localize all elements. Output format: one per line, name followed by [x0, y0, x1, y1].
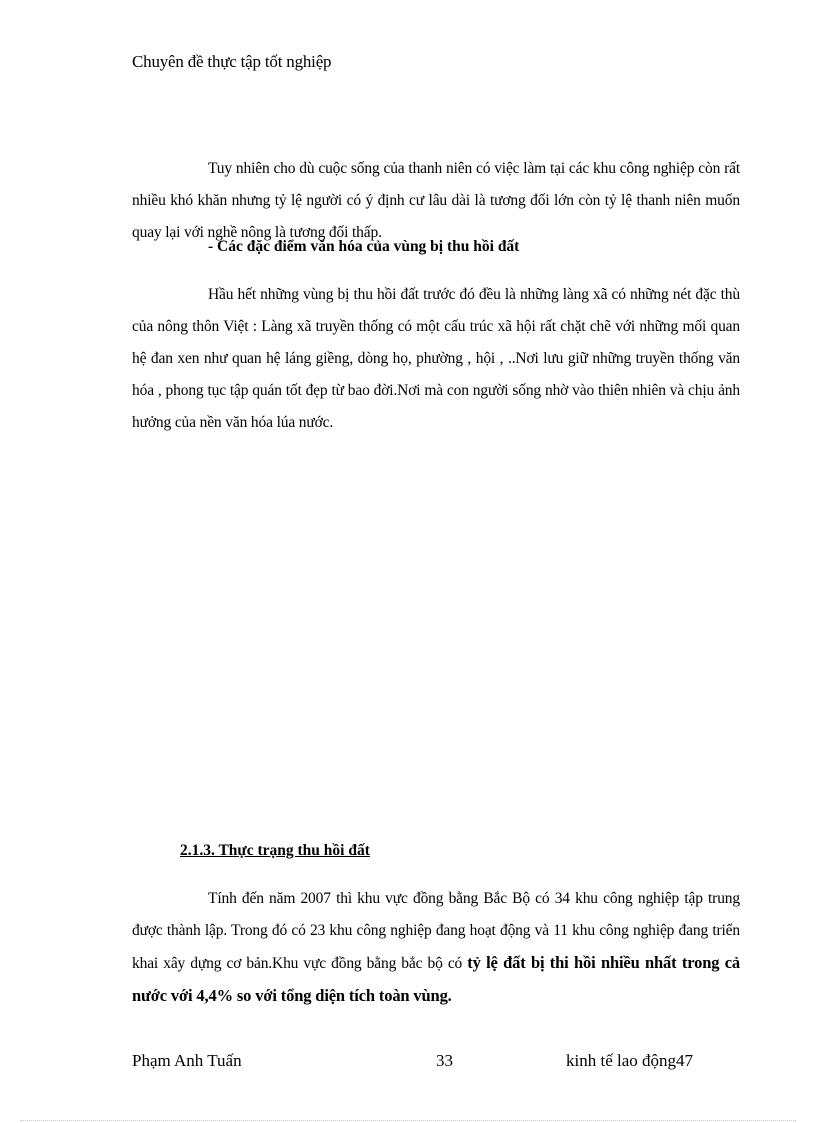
paragraph-bold-highlight: tỷ lệ đất bị thi hồi nhiều nhất trong cả nước với 4,4% so với tổng diện tích toàn vùng. — [132, 952, 740, 1005]
paragraph-text: Hầu hết những vùng bị thu hồi đất trước đó đều là những làng xã có những nét đặc thù của nông thôn Việt : Làng xã truyền thống có một cấu trúc xã hội rất chặt chẽ với những mối quan hệ đan xen như quan hệ láng giềng, dòng họ, phường , hội , ..Nơi lưu giữ những truyền thống văn hóa , phong tục tập quán tốt đẹp từ bao đời.Nơi mà con người sống nhờ vào thiên nhiên và chịu ảnh hưởng của nền văn hóa lúa nước. — [132, 285, 740, 431]
page-header-title: Chuyên đề thực tập tốt nghiệp — [132, 52, 332, 71]
footer-department: kinh tế lao động47 — [566, 1051, 694, 1070]
page-bottom-divider — [20, 1120, 796, 1121]
paragraph-youth-employment — [132, 153, 740, 249]
paragraph-cultural-features — [132, 279, 740, 439]
footer-author: Phạm Anh Tuấn — [132, 1051, 242, 1070]
paragraph-text: Tính đến năm 2007 thì khu vực đồng bằng Bắc Bộ có 34 khu công nghiệp tập trung được thành lập. Trong đó có 23 khu công nghiệp đang hoạt động và 11 khu công nghiệp đang triển khai xây dựng cơ bản.Khu vực đồng bằng bắc bộ có — [132, 889, 740, 972]
footer-page-number: 33 — [436, 1051, 453, 1070]
section-heading-land-acquisition: 2.1.3. Thực trạng thu hồi đất — [180, 842, 370, 859]
paragraph-land-acquisition — [132, 883, 740, 1013]
subheading-cultural-features: - Các đặc điểm văn hóa của vùng bị thu hồi đất — [208, 238, 520, 255]
paragraph-text: Tuy nhiên cho dù cuộc sống của thanh niên có việc làm tại các khu công nghiệp còn rất nhiều khó khăn nhưng tỷ lệ người có ý định cư lâu dài là tương đối lớn còn tỷ lệ thanh niên muốn quay lại với nghề nông là tương đối thấp. — [132, 159, 740, 241]
